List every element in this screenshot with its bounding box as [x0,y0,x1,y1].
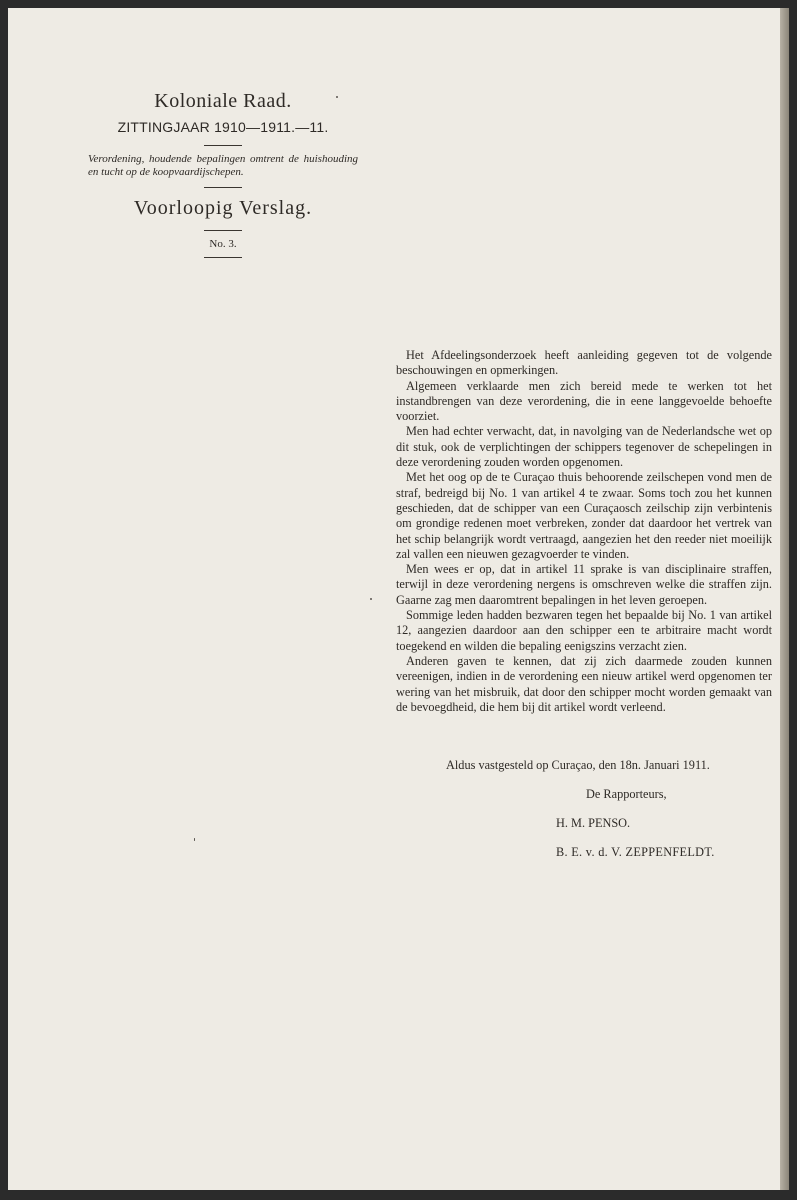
subject-description: Verordening, houdende bepalingen omtrent de huishouding en tucht op de koopvaardijschepen. [88,153,358,178]
session-year: ZITTINGJAAR 1910—1911.—11. [117,119,329,135]
paper-speck [370,598,372,600]
book-spine-edge [780,8,789,1190]
rapporteur-name: B. E. v. d. V. ZEPPENFELDT. [556,845,715,859]
paragraph: Men wees er op, dat in artikel 11 sprake is van disciplinaire straffen, terwijl in deze verordening nergens is omschreven welke die straffen zijn. Gaarne zag men daaromtrent bepalingen in het leven geroepen. [396,562,772,607]
rapporteurs-label: De Rapporteurs, [586,787,667,801]
report-body [396,348,772,715]
document-number: No. 3. [209,238,237,250]
rapporteur-name: H. M. PENSO. [556,816,631,830]
paragraph: Sommige leden hadden bezwaren tegen het bepaalde bij No. 1 van artikel 12, aangezien daardoor aan den schipper een te arbitraire macht wordt toegekend en wilden die bepaling eenigszins verzacht zien. [396,608,772,653]
divider [204,257,242,258]
paragraph: Algemeen verklaarde men zich bereid mede te werken tot het instandbrengen van deze verordening, die in eene langgevoelde behoefte voorziet. [396,378,772,424]
divider [204,187,242,188]
paper-speck [194,838,195,841]
report-title: Voorloopig Verslag. [133,197,313,219]
paragraph: Met het oog op de te Curaçao thuis behoorende zeilschepen vond men de straf, bedreigd bij No. 1 van artikel 4 te zwaar. Soms toch zou het kunnen geschieden, dat de schipper van een Curaçaosch zeilschip zijn verbintenis om grondige redenen moet verbreken, zonder dat daardoor het vertrek van het schip belangrijk wordt vertraagd, aangezien het den reeder niet moeilijk zal vallen een nieuwen gezagvoerder te vinden. [396,470,772,561]
paragraph: Het Afdeelingsonderzoek heeft aanleiding gegeven tot de volgende beschouwingen en opmerkingen. [396,348,772,378]
council-title: Koloniale Raad. [154,90,292,112]
closing-block [396,758,772,860]
document-header [88,88,358,258]
divider [204,230,242,231]
signing-statement: Aldus vastgesteld op Curaçao, den 18n. Januari 1911. [446,758,710,772]
document-page [8,8,780,1190]
paragraph: Anderen gaven te kennen, dat zij zich daarmede zouden kunnen vereenigen, indien in de verordening een nieuw artikel werd opgenomen ter wering van het misbruik, dat door den schipper mocht worden gemaakt van de bevoegdheid, die hem bij dit artikel wordt verleend. [396,653,772,714]
paragraph: Men had echter verwacht, dat, in navolging van de Nederlandsche wet op dit stuk, ook de verplichtingen der schippers tegenover de schepelingen in deze verordening zouden worden opgenomen. [396,424,772,470]
divider [204,145,242,146]
paper-speck [336,96,338,98]
